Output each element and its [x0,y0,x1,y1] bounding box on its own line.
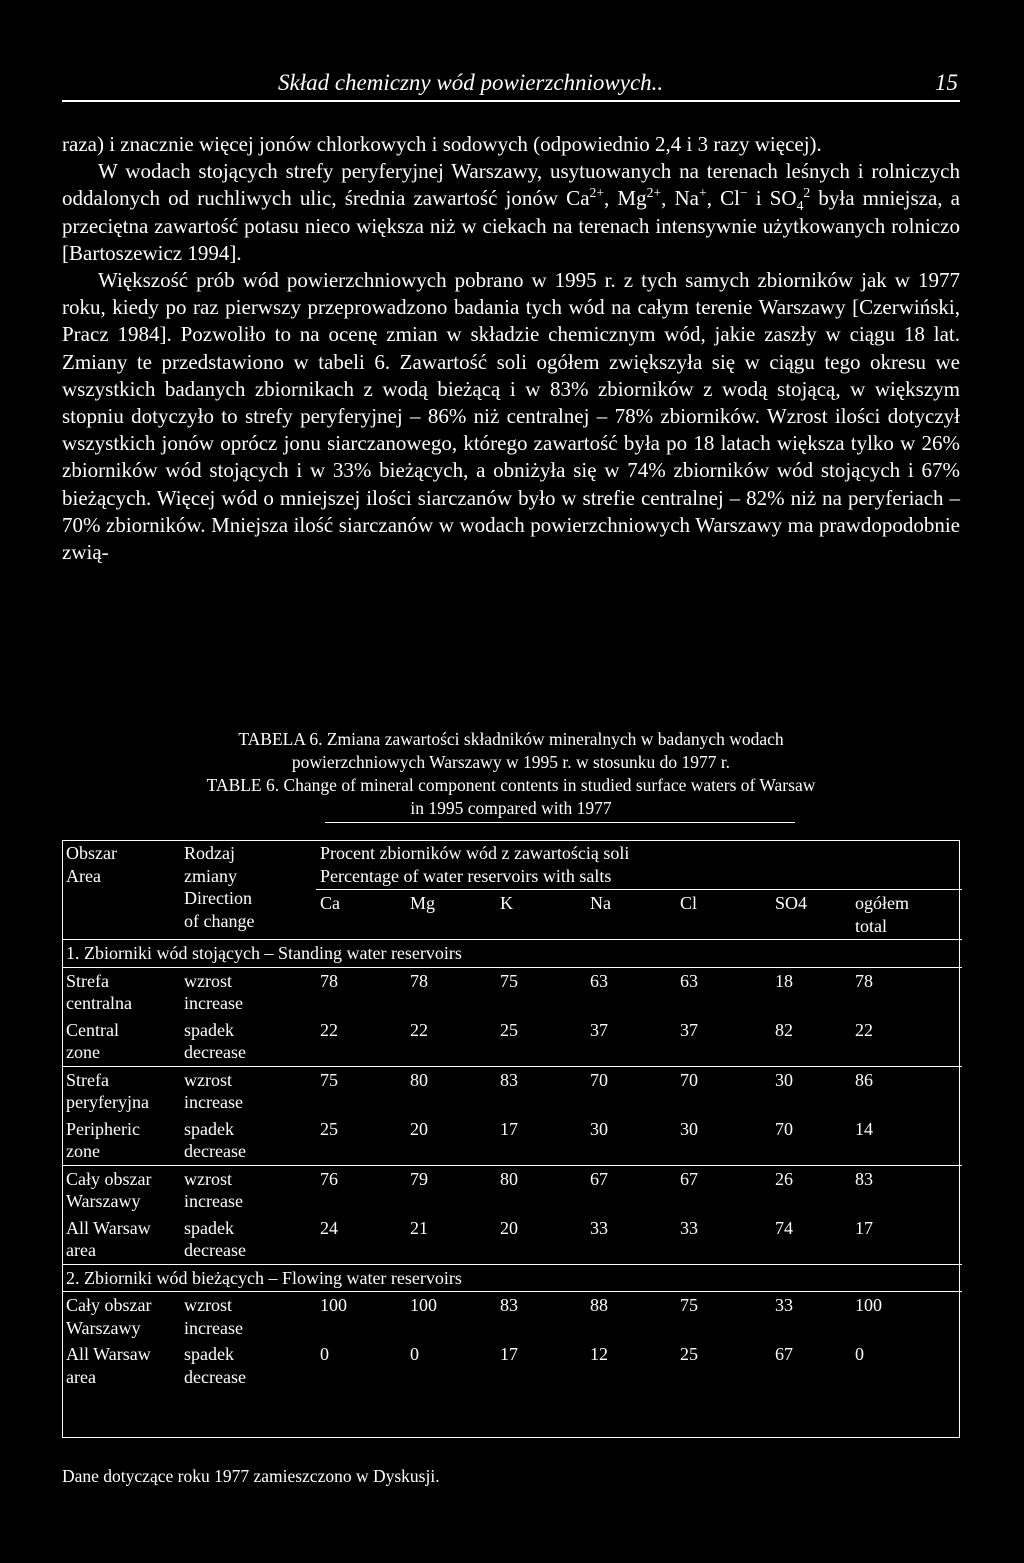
value-na: 63 [590,970,608,991]
zone-name: Cały obszar Warszawy [66,1295,152,1338]
value-ca: 75 [316,1066,406,1116]
zone-name: All Warsaw area [66,1344,151,1387]
paragraph-1: raza) i znacznie więcej jonów chlorkowych i sodowych (odpowiednio 2,4 i 3 razy więcej). [62,132,822,156]
footnote: Dane dotyczące roku 1977 zamieszczono w Dyskusji. [62,1466,440,1486]
change-direction: wzrost increase [180,1165,316,1215]
value-cl: 67 [676,1165,771,1215]
value-so4: 70 [775,1118,793,1139]
value-mg: 79 [406,1165,496,1215]
value-na: 67 [586,1165,676,1215]
zone-name: All Warsaw area [66,1217,151,1260]
caption-pl-line-1: TABELA 6. Zmiana zawartości składników mineralnych w badanych wodach [238,729,784,749]
value-na: 12 [590,1344,608,1364]
value-k: 83 [500,1295,518,1315]
column-header-na: Na [590,893,611,913]
caption-en-line-2: in 1995 compared with 1977 [410,798,612,818]
value-ogółem: 14 [855,1118,873,1139]
value-k: 75 [500,970,518,991]
value-ogółem: 0 [855,1344,864,1364]
group-title: 1. Zbiorniki wód stojących – Standing water reservoirs [62,940,962,968]
value-ca: 78 [320,970,338,991]
value-mg: 78 [410,970,428,991]
value-so4: 26 [771,1165,851,1215]
column-header-cl: Cl [680,893,698,913]
value-ogółem: 78 [855,970,873,991]
value-cl: 70 [676,1066,771,1116]
value-k: 25 [500,1019,518,1040]
value-na: 88 [590,1295,608,1315]
page-number: 15 [935,70,958,95]
value-na: 70 [586,1066,676,1116]
zone-name: Strefa peryferyjna [62,1066,180,1116]
value-so4: 33 [775,1295,793,1315]
value-ca: 0 [320,1344,329,1364]
change-direction: wzrost increase [184,1295,243,1338]
value-mg: 21 [410,1217,428,1238]
change-direction: wzrost increase [184,970,243,1013]
value-so4: 82 [775,1019,793,1040]
value-cl: 37 [680,1019,698,1040]
value-ogółem: 83 [851,1165,962,1215]
change-direction: spadek decrease [184,1019,246,1062]
zone-name: Strefa centralna [66,970,132,1013]
value-ogółem: 86 [851,1066,962,1116]
table-row [62,1066,962,1116]
value-k: 83 [496,1066,586,1116]
table-row [62,1116,962,1166]
column-header-so4: SO4 [775,893,808,913]
value-mg: 100 [410,1295,437,1315]
change-direction: spadek decrease [184,1344,246,1387]
value-k: 17 [500,1118,518,1139]
value-cl: 30 [680,1118,698,1139]
change-direction: wzrost increase [180,1066,316,1116]
table-header-row [62,840,962,890]
group-title: 2. Zbiorniki wód bieżących – Flowing water reservoirs [62,1264,962,1292]
group-title-row [62,940,962,968]
value-na: 30 [590,1118,608,1139]
change-direction: spadek decrease [184,1217,246,1260]
running-title: Skład chemiczny wód powierzchniowych.. [278,70,664,95]
caption-divider [325,822,795,823]
table-row [62,1165,962,1215]
value-ca: 76 [316,1165,406,1215]
header-area: Obszar Area [66,843,117,886]
value-na: 33 [590,1217,608,1238]
change-direction: spadek decrease [184,1118,246,1161]
paragraph-2: W wodach stojących strefy peryferyjnej Warszawy, usytuowanych na terenach leśnych i rolniczych oddalonych od ruchliwych ulic, średnia zawartość jonów $Ca^{2+}$, $Mg^{2+}$, Na+, Cl− i $SO_4^2$ była mniejsza, a przeciętna zawartość potasu nieco większa niż w ciekach na terenach intensywnie użytkowanych rolniczo [Bartoszewicz 1994]. [62,159,960,265]
caption-pl-line-2: powierzchniowych Warszawy w 1995 r. w stosunku do 1977 r. [291,752,731,772]
running-header [62,64,960,102]
value-so4: 18 [775,970,793,991]
value-k: 17 [500,1344,518,1364]
table-caption [62,728,960,820]
zone-name: Central zone [66,1019,119,1062]
zone-name: Cały obszar Warszawy [62,1165,180,1215]
value-cl: 33 [680,1217,698,1238]
value-na: 37 [590,1019,608,1040]
column-header-mg: Mg [410,893,436,913]
value-ogółem: 100 [855,1295,882,1315]
value-ogółem: 17 [855,1217,873,1238]
value-ca: 25 [320,1118,338,1139]
value-ca: 22 [320,1019,338,1040]
value-cl: 63 [680,970,698,991]
value-so4: 30 [771,1066,851,1116]
value-ca: 24 [320,1217,338,1238]
column-header-ca: Ca [320,893,340,913]
column-header-k: K [500,893,513,913]
data-table [62,840,962,1390]
table-row [62,1292,962,1342]
header-direction: Rodzaj zmiany Direction of change [184,843,255,931]
value-so4: 74 [775,1217,793,1238]
header-percent: Procent zbiorników wód z zawartością soli Percentage of water reservoirs with salts [316,840,962,890]
value-ogółem: 22 [855,1019,873,1040]
zone-name: Peripheric zone [66,1118,140,1161]
value-ca: 100 [320,1295,347,1315]
value-mg: 22 [410,1019,428,1040]
caption-en-line-1: TABLE 6. Change of mineral component contents in studied surface waters of Warsaw [206,775,816,795]
table-row [62,1017,962,1067]
value-mg: 20 [410,1118,428,1139]
table-row [62,1341,962,1390]
table-row [62,1215,962,1265]
value-k: 80 [496,1165,586,1215]
value-cl: 75 [680,1295,698,1315]
value-mg: 80 [406,1066,496,1116]
value-cl: 25 [680,1344,698,1364]
value-k: 20 [500,1217,518,1238]
group-title-row [62,1264,962,1292]
paragraph-3: Większość prób wód powierzchniowych pobrano w 1995 r. z tych samych zbiorników jak w 1977 roku, kiedy po raz pierwszy przeprowadzono badania tych wód na całym terenie Warszawy [Czerwiński, Pracz 1984]. Pozwoliło to na ocenę zmian w składzie chemicznym wód, jakie zaszły w ciągu 18 lat. Zmiany te przedstawiono w tabeli 6. Zawartość soli ogółem zwiększyła się w ciągu tego okresu we wszystkich badanych zbiornikach z wodą bieżącą i w 83% zbiorników z wodą stojącą, w większym stopniu dotyczyło to strefy peryferyjnej – 86% niż centralnej – 78% zbiorników. Wzrost ilości dotyczył wszystkich jonów oprócz jonu siarczanowego, którego zawartość była po 18 latach większa tylko w 26% zbiorników wód stojących i w 33% bieżących, a obniżyła się w 74% zbiorników wód stojących i 67% bieżących. Więcej wód o mniejszej ilości siarczanów było w strefie centralnej – 82% niż na peryferiach – 70% zbiorników. Mniejsza ilość siarczanów w wodach powierzchniowych Warszawy ma prawdopodobnie zwią- [62,268,960,565]
table-row [62,967,962,1017]
value-so4: 67 [775,1344,793,1364]
column-header-ogółem: ogółem total [855,893,909,936]
value-mg: 0 [410,1344,419,1364]
body-text [62,131,960,566]
